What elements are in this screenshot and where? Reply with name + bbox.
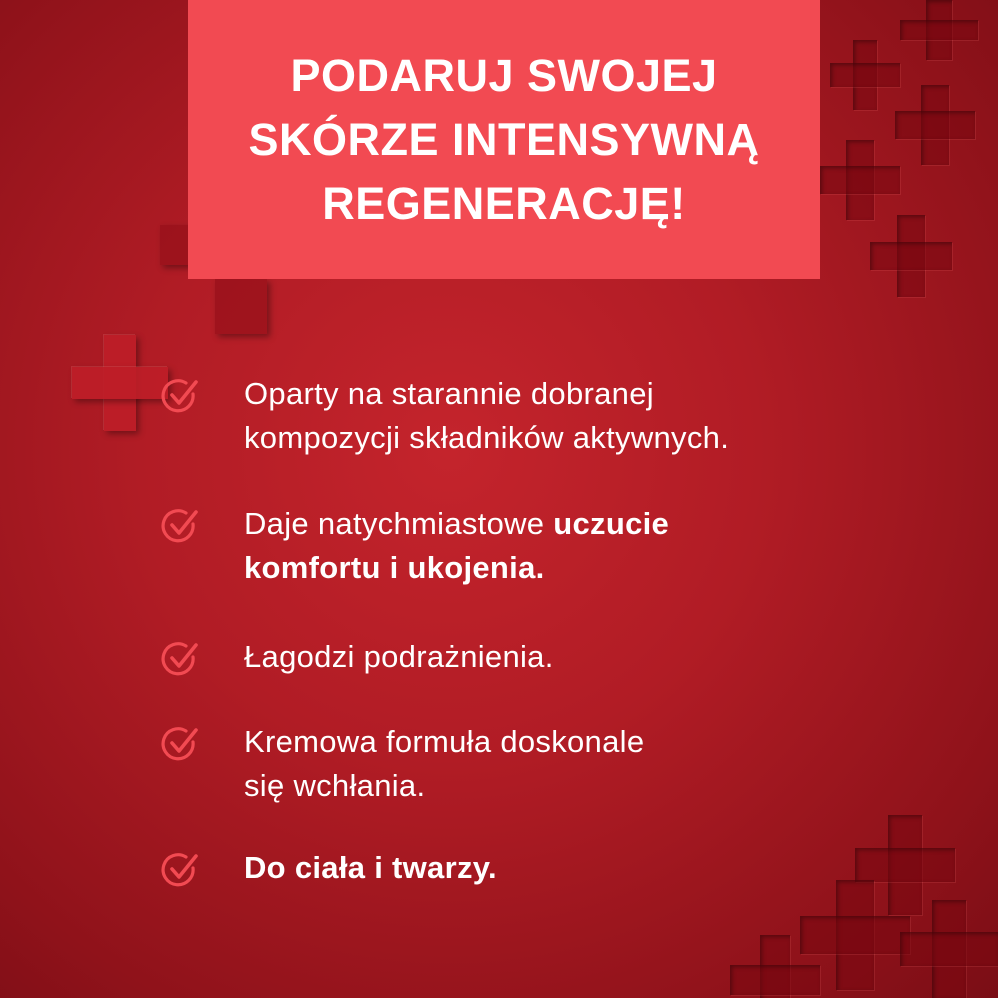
benefit-item (160, 635, 554, 679)
benefit-line: się wchłania. (244, 768, 426, 803)
headline-box (188, 0, 820, 279)
check-circle-icon (160, 639, 200, 679)
headline (248, 44, 759, 236)
benefit-line: Kremowa formuła doskonale (244, 724, 645, 759)
decorative-cross (72, 335, 168, 431)
decorative-square (215, 279, 267, 334)
check-circle-icon (160, 376, 200, 416)
benefit-line: Łagodzi podrażnienia. (244, 639, 554, 674)
benefit-text (244, 635, 554, 679)
benefit-line: kompozycji składników aktywnych. (244, 420, 730, 455)
check-circle-icon (160, 850, 200, 890)
decorative-cross (830, 40, 900, 110)
benefit-text (244, 846, 497, 890)
check-circle-icon (160, 506, 200, 546)
headline-line: PODARUJ SWOJEJ (290, 49, 718, 101)
headline-line: REGENERACJĘ! (322, 177, 686, 229)
decorative-cross (895, 85, 975, 165)
benefit-bold-text: komfortu i ukojenia. (244, 550, 545, 585)
benefit-item (160, 720, 644, 808)
benefit-text (244, 502, 669, 590)
benefit-bold-text: uczucie (553, 506, 670, 541)
benefit-item (160, 846, 497, 890)
check-circle-icon (160, 724, 200, 764)
decorative-cross (900, 900, 998, 998)
benefit-item (160, 372, 729, 460)
decorative-cross (730, 935, 820, 998)
headline-line: SKÓRZE INTENSYWNĄ (248, 113, 760, 165)
decorative-square (160, 225, 190, 265)
decorative-cross (870, 215, 952, 297)
decorative-cross (900, 0, 978, 60)
decorative-cross (820, 140, 900, 220)
benefit-text (244, 372, 729, 460)
benefit-bold-text: Do ciała i twarzy. (244, 850, 497, 885)
benefit-line: Oparty na starannie dobranej (244, 376, 654, 411)
benefit-text (244, 720, 644, 808)
benefit-regular-text: Daje natychmiastowe (244, 506, 554, 541)
benefit-line (244, 502, 669, 546)
benefit-item (160, 502, 669, 590)
